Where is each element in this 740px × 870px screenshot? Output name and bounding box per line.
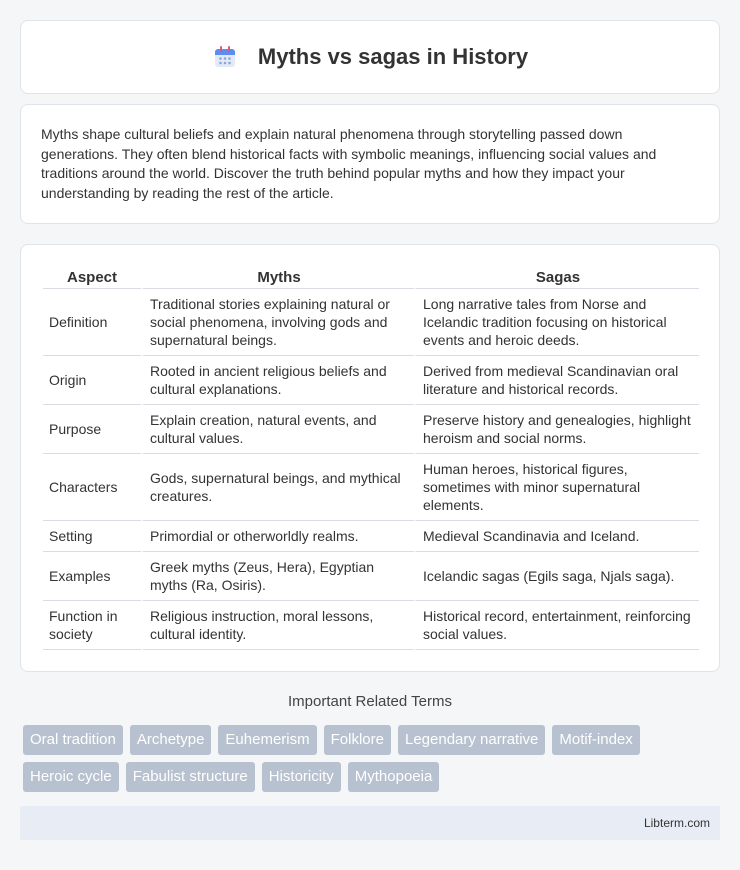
related-terms-tags bbox=[23, 725, 703, 792]
row-myths: Traditional stories explaining natural or social phenomena, involving gods and supernatural beings. bbox=[141, 289, 414, 356]
row-myths: Gods, supernatural beings, and mythical creatures. bbox=[141, 454, 414, 521]
row-sagas: Long narrative tales from Norse and Icelandic tradition focusing on historical events and heroic deeds. bbox=[414, 289, 699, 356]
tag-folklore[interactable]: Folklore bbox=[324, 725, 391, 755]
row-aspect: Definition bbox=[43, 289, 141, 356]
table-row bbox=[43, 405, 699, 454]
tag-archetype[interactable]: Archetype bbox=[130, 725, 212, 755]
row-sagas: Medieval Scandinavia and Iceland. bbox=[414, 521, 699, 552]
footer-site-link[interactable]: Libterm.com bbox=[643, 816, 710, 830]
row-sagas: Icelandic sagas (Egils saga, Njals saga). bbox=[414, 552, 699, 601]
table-row bbox=[43, 356, 699, 405]
intro-card bbox=[20, 104, 720, 224]
row-myths: Greek myths (Zeus, Hera), Egyptian myths (Ra, Osiris). bbox=[141, 552, 414, 601]
tag-euhemerism[interactable]: Euhemerism bbox=[218, 725, 316, 755]
row-myths: Rooted in ancient religious beliefs and cultural explanations. bbox=[141, 356, 414, 405]
table-header-row bbox=[43, 265, 699, 289]
related-terms-title: Important Related Terms bbox=[288, 693, 452, 710]
tag-oral-tradition[interactable]: Oral tradition bbox=[23, 725, 123, 755]
comparison-table bbox=[43, 265, 699, 650]
tag-mythopoeia[interactable]: Mythopoeia bbox=[348, 762, 440, 792]
row-sagas: Derived from medieval Scandinavian oral literature and historical records. bbox=[414, 356, 699, 405]
tag-motif-index[interactable]: Motif-index bbox=[552, 725, 639, 755]
header-sagas: Sagas bbox=[414, 265, 699, 289]
table-row bbox=[43, 289, 699, 356]
calendar-icon bbox=[212, 44, 238, 70]
comparison-table-card bbox=[20, 244, 720, 672]
row-myths: Religious instruction, moral lessons, cultural identity. bbox=[141, 601, 414, 650]
table-row bbox=[43, 521, 699, 552]
intro-text: Myths shape cultural beliefs and explain natural phenomena through storytelling passed down generations. They often blend historical facts with symbolic meanings, influencing social values and traditions around the world. Discover the truth behind popular myths and how they impact your understanding by reading the rest of the article. bbox=[41, 126, 657, 201]
page-title: Myths vs sagas in History bbox=[257, 44, 529, 69]
tag-heroic-cycle[interactable]: Heroic cycle bbox=[23, 762, 119, 792]
header-aspect: Aspect bbox=[43, 265, 141, 289]
row-aspect: Function in society bbox=[43, 601, 141, 650]
row-aspect: Setting bbox=[43, 521, 141, 552]
row-sagas: Historical record, entertainment, reinforcing social values. bbox=[414, 601, 699, 650]
header-card bbox=[20, 20, 720, 94]
row-myths: Explain creation, natural events, and cultural values. bbox=[141, 405, 414, 454]
table-row bbox=[43, 454, 699, 521]
row-aspect: Examples bbox=[43, 552, 141, 601]
tag-fabulist-structure[interactable]: Fabulist structure bbox=[126, 762, 255, 792]
table-row bbox=[43, 552, 699, 601]
row-sagas: Human heroes, historical figures, sometimes with minor supernatural elements. bbox=[414, 454, 699, 521]
tag-historicity[interactable]: Historicity bbox=[262, 762, 341, 792]
row-aspect: Origin bbox=[43, 356, 141, 405]
row-aspect: Characters bbox=[43, 454, 141, 521]
row-aspect: Purpose bbox=[43, 405, 141, 454]
header-myths: Myths bbox=[141, 265, 414, 289]
row-myths: Primordial or otherworldly realms. bbox=[141, 521, 414, 552]
row-sagas: Preserve history and genealogies, highlight heroism and social norms. bbox=[414, 405, 699, 454]
tag-legendary-narrative[interactable]: Legendary narrative bbox=[398, 725, 545, 755]
table-row bbox=[43, 601, 699, 650]
footer bbox=[20, 806, 720, 840]
